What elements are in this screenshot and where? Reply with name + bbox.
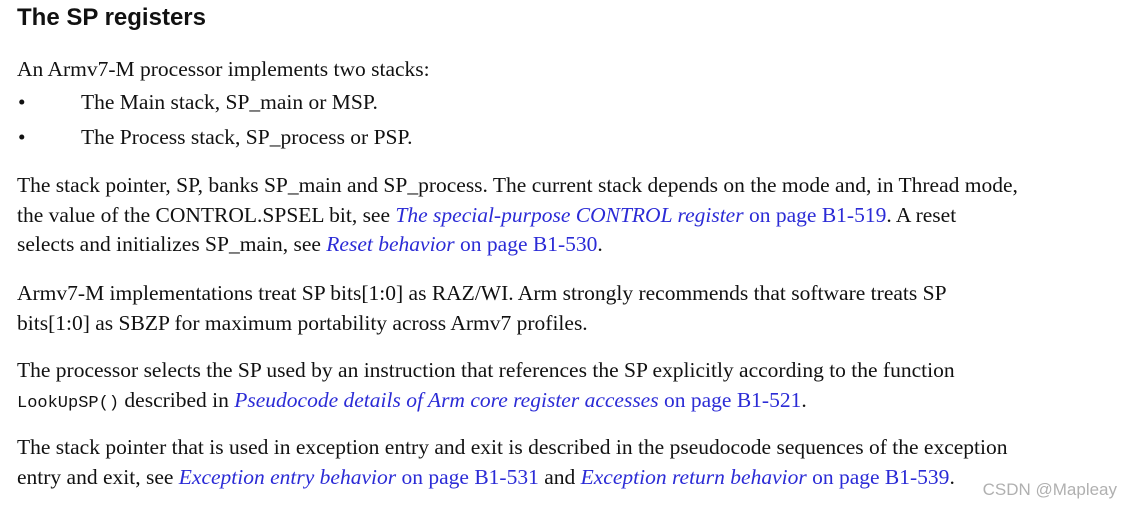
stack-pointer-paragraph: [17, 171, 1117, 260]
link-title: Reset behavior: [326, 232, 455, 256]
paragraph-line: The stack pointer, SP, banks SP_main and SP_process. The current stack depends on the mode and, in Thread mode,: [17, 173, 1018, 197]
control-register-link[interactable]: [395, 203, 886, 227]
link-title: Exception entry behavior: [178, 464, 397, 489]
pseudocode-details-link[interactable]: [234, 388, 801, 412]
paragraph-line: The processor selects the SP used by an instruction that references the SP explicitly according to the function: [17, 358, 955, 382]
intro-paragraph: An Armv7-M processor implements two stacks:: [17, 57, 430, 81]
link-title: Pseudocode details of Arm core register accesses: [234, 387, 659, 412]
paragraph-line: The stack pointer that is used in exception entry and exit is described in the pseudocode sequences of the exception: [17, 435, 1008, 459]
sp-bits-paragraph: [17, 279, 1117, 338]
text-run: entry and exit, see: [17, 464, 179, 489]
bullet-marker: •: [18, 125, 26, 149]
sp-selection-paragraph: [17, 356, 1117, 418]
text-run: . A reset: [886, 202, 957, 227]
text-run: the value of the CONTROL.SPSEL bit, see: [17, 202, 396, 227]
text-run: and: [538, 464, 581, 489]
paragraph-line: [17, 203, 956, 227]
bullet-marker: •: [18, 90, 26, 114]
exception-entry-link[interactable]: [179, 465, 539, 489]
text-run: selects and initializes SP_main, see: [17, 232, 327, 256]
link-page: on page B1-521: [658, 387, 802, 412]
text-run: .: [801, 387, 807, 412]
list-item-text: The Main stack, SP_main or MSP.: [81, 90, 378, 114]
list-item-text: The Process stack, SP_process or PSP.: [81, 125, 413, 149]
link-page: on page B1-530: [454, 232, 598, 256]
paragraph-line: Armv7-M implementations treat SP bits[1:0] as RAZ/WI. Arm strongly recommends that software treats SP: [17, 281, 947, 305]
watermark: CSDN @Mapleay: [982, 480, 1117, 499]
text-run: .: [949, 464, 955, 489]
paragraph-line: [17, 465, 955, 489]
paragraph-line: [17, 232, 603, 256]
exception-return-link[interactable]: [581, 465, 950, 489]
text-run: described in: [119, 387, 235, 412]
section-heading: The SP registers: [17, 4, 206, 31]
link-title: Exception return behavior: [580, 464, 807, 489]
paragraph-line: [17, 388, 807, 412]
link-page: on page B1-531: [396, 464, 539, 489]
link-page: on page B1-519: [743, 202, 887, 227]
exception-paragraph: [17, 433, 1117, 492]
lookupsp-code: LookUpSP(): [17, 393, 120, 413]
link-page: on page B1-539: [806, 464, 950, 489]
text-run: .: [597, 232, 603, 256]
paragraph-line: bits[1:0] as SBZP for maximum portability across Armv7 profiles.: [17, 310, 588, 335]
reset-behavior-link[interactable]: [326, 232, 597, 256]
link-title: The special-purpose CONTROL register: [395, 202, 744, 227]
